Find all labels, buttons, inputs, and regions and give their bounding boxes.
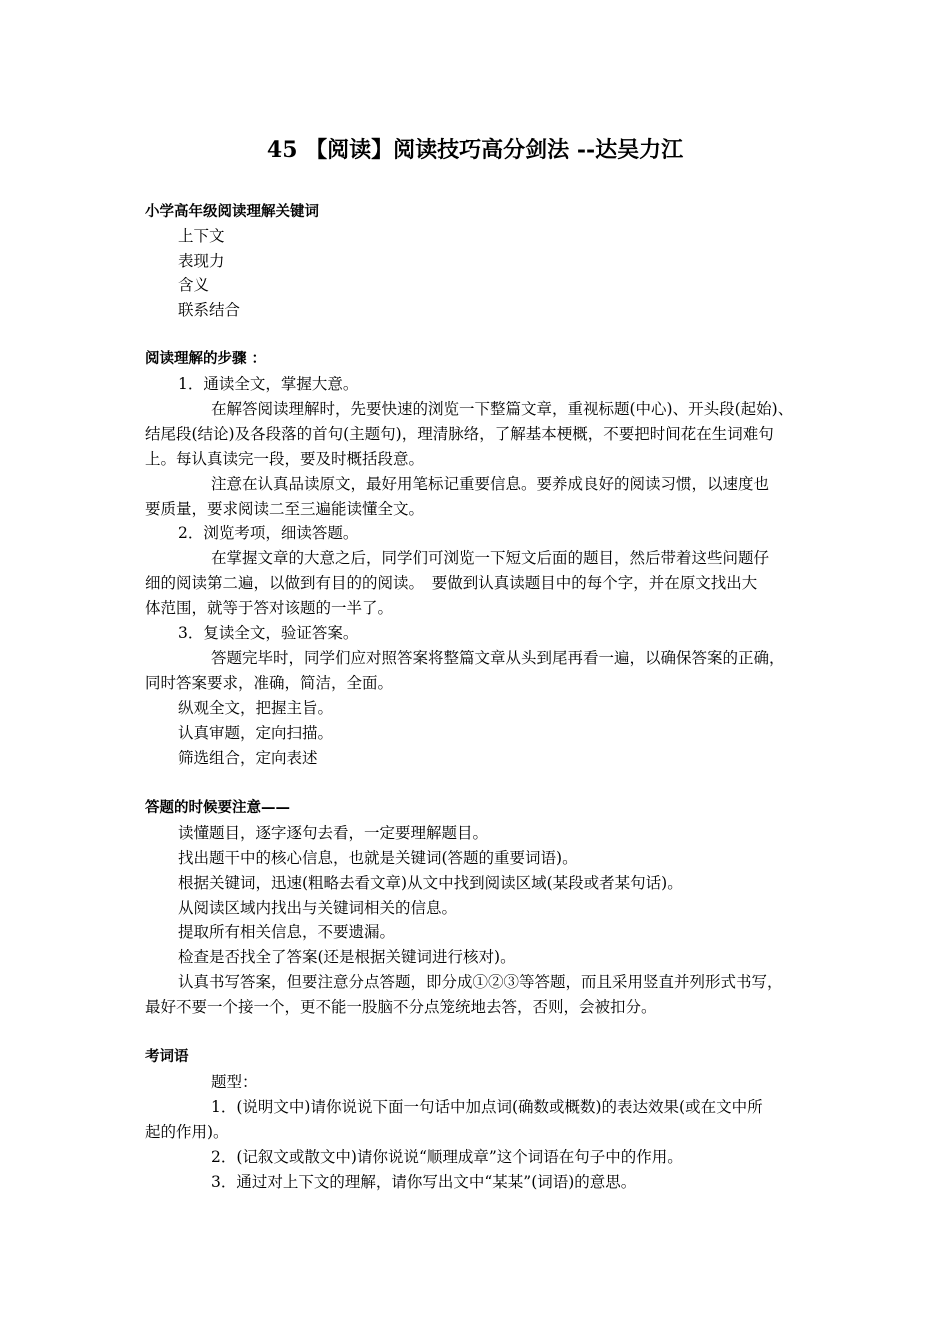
vocab-question-1-cont: 起的作用)。: [145, 1123, 229, 1141]
step-1-paragraph-line: 上。每认真读完一段，要及时概括段意。: [145, 450, 425, 468]
vocab-question-3: 3．通过对上下文的理解，请你写出文中“某某”(词语)的意思。: [211, 1173, 637, 1191]
answering-item: 检查是否找全了答案(还是根据关键词进行核对)。: [178, 948, 516, 966]
answering-last-line: 认真书写答案，但要注意分点答题，即分成①②③等答题，而且采用竖直并列形式书写，: [178, 973, 783, 991]
answering-heading: 答题的时候要注意——: [145, 800, 290, 816]
steps-heading: 阅读理解的步骤 ：: [145, 351, 267, 367]
vocab-question-2: 2．(记叙文或散文中)请你说说“顺理成章”这个词语在句子中的作用。: [211, 1148, 683, 1166]
vocab-heading: 考词语: [145, 1049, 189, 1065]
answering-item: 读懂题目，逐字逐句去看，一定要理解题目。: [178, 824, 489, 842]
answering-item: 提取所有相关信息，不要遗漏。: [178, 923, 396, 941]
step-2-paragraph-line: 细的阅读第二遍，以做到有目的的阅读。 要做到认真读题目中的每个字，并在原文找出大: [145, 574, 758, 592]
keyword-item: 含义: [178, 276, 210, 294]
answering-item: 找出题干中的核心信息，也就是关键词(答题的重要词语)。: [178, 849, 578, 867]
step-2-paragraph-line: 在掌握文章的大意之后，同学们可浏览一下短文后面的题目，然后带着这些问题仔: [211, 549, 770, 567]
answering-item: 根据关键词，迅速(粗略去看文章)从文中找到阅读区域(某段或者某句话)。: [178, 874, 683, 892]
step-1-note-line: 注意在认真品读原文，最好用笔标记重要信息。要养成良好的阅读习惯，以速度也: [211, 475, 770, 493]
keywords-heading: 小学高年级阅读理解关键词: [145, 204, 319, 220]
step-1-paragraph-line: 结尾段(结论)及各段落的首句(主题句)，理清脉络，了解基本梗概，不要把时间花在生词难句: [145, 425, 774, 443]
step-1-note-line: 要质量，要求阅读二至三遍能读懂全文。: [145, 500, 425, 518]
step-1-paragraph-line: 在解答阅读理解时，先要快速的浏览一下整篇文章，重视标题(中心)、开头段(起始)、: [211, 400, 794, 418]
step-3-paragraph-line: 同时答案要求，准确，简洁，全面。: [145, 674, 394, 692]
step-2-paragraph-line: 体范围，就等于答对该题的一半了。: [145, 599, 394, 617]
answering-last-line: 最好不要一个接一个，更不能一股脑不分点笼统地去答，否则，会被扣分。: [145, 998, 657, 1016]
keyword-item: 上下文: [178, 227, 225, 245]
step-1-title: 1．通读全文，掌握大意。: [178, 375, 359, 393]
summary-line: 筛选组合，定向表述: [178, 749, 318, 767]
keyword-item: 联系结合: [178, 301, 241, 319]
summary-line: 纵观全文，把握主旨。: [178, 699, 334, 717]
page-title: 45 【阅读】阅读技巧高分剑法 --达吴力江: [266, 137, 684, 163]
keyword-item: 表现力: [178, 252, 225, 270]
summary-line: 认真审题，定向扫描。: [178, 724, 334, 742]
step-2-title: 2．浏览考项，细读答题。: [178, 524, 359, 542]
vocab-question-1: 1．(说明文中)请你说说下面一句话中加点词(确数或概数)的表达效果(或在文中所: [211, 1098, 763, 1116]
vocab-type-label: 题型：: [211, 1073, 258, 1091]
answering-item: 从阅读区域内找出与关键词相关的信息。: [178, 899, 458, 917]
step-3-paragraph-line: 答题完毕时，同学们应对照答案将整篇文章从头到尾再看一遍，以确保答案的正确，: [211, 649, 785, 667]
step-3-title: 3．复读全文，验证答案。: [178, 624, 359, 642]
